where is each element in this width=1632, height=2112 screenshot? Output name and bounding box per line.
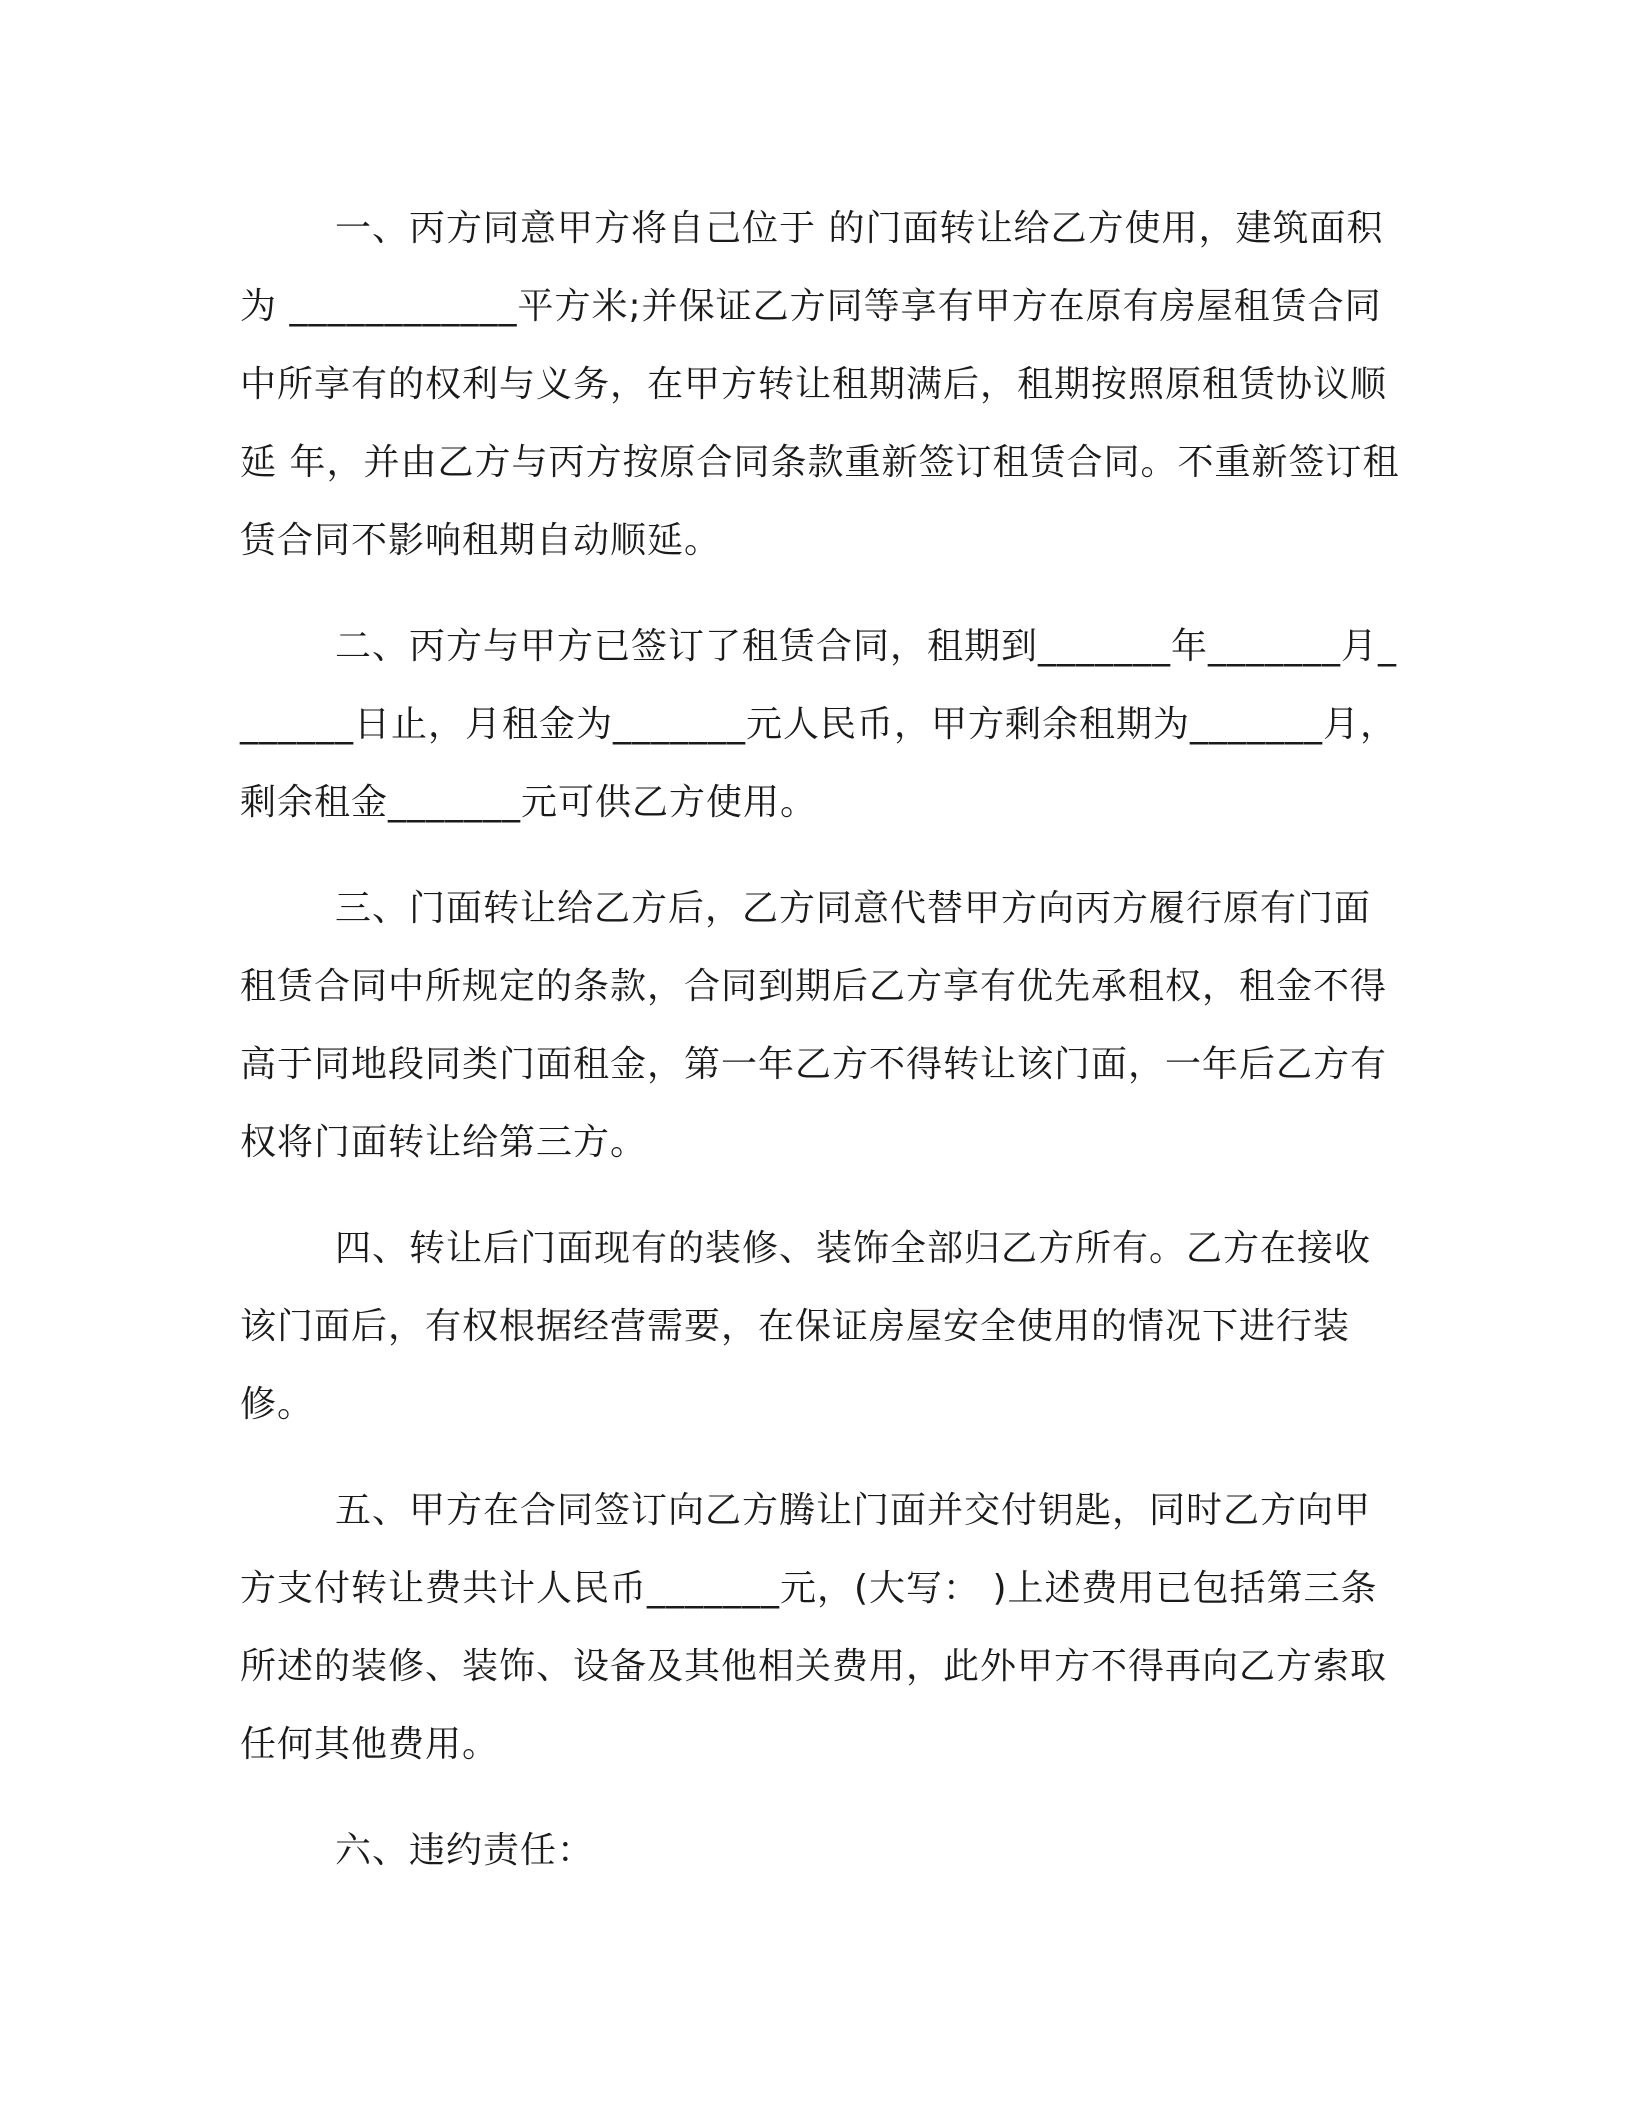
clause-1-paragraph: 一、丙方同意甲方将自己位于 的门面转让给乙方使用，建筑面积为 ____________平方米;并保证乙方同等享有甲方在原有房屋租赁合同中所享有的权利与义务，在甲方转让租期满后，租期按照原租赁协议顺延 年，并由乙方与丙方按原合同条款重新签订租赁合同。不重新签订租赁合同不影响租期自动顺延。 xyxy=(240,208,1400,561)
clause-3-paragraph: 三、门面转让给乙方后，乙方同意代替甲方向丙方履行原有门面租赁合同中所规定的条款，合同到期后乙方享有优先承租权，租金不得高于同地段同类门面租金，第一年乙方不得转让该门面，一年后乙方有权将门面转让给第三方。 xyxy=(240,888,1388,1163)
clause-4-paragraph: 四、转让后门面现有的装修、装饰全部归乙方所有。乙方在接收该门面后，有权根据经营需要，在保证房屋安全使用的情况下进行装修。 xyxy=(240,1228,1372,1425)
clause-2-paragraph: 二、丙方与甲方已签订了租赁合同，租期到_______年_______月_______日止，月租金为_______元人民币，甲方剩余租期为_______月，剩余租金_______元可供乙方使用。 xyxy=(240,626,1398,823)
clause-6-heading: 六、违约责任： xyxy=(335,1830,595,1871)
document-body xyxy=(240,190,1400,1890)
clause-5-paragraph: 五、甲方在合同签订向乙方腾让门面并交付钥匙，同时乙方向甲方支付转让费共计人民币_______元，(大写： )上述费用已包括第三条所述的装修、装饰、设备及其他相关费用，此外甲方不得再向乙方索取任何其他费用。 xyxy=(240,1490,1388,1765)
